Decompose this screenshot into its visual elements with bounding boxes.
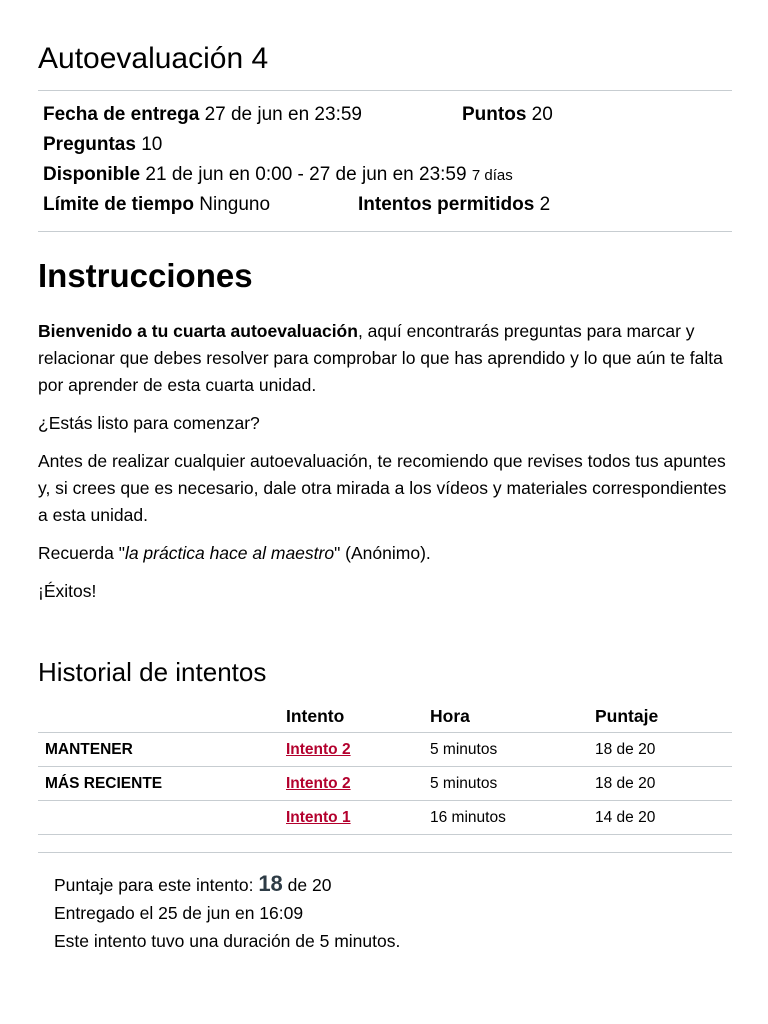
- intro-text: , aquí encontrarás preguntas para marcar y relacionar que debes resolver para comprobar lo que has aprendido y lo que aún te falta por aprender de esta cuarta unidad.: [38, 321, 723, 395]
- divider: [38, 90, 732, 91]
- table-row: [38, 801, 732, 835]
- attempt-duration: Este intento tuvo una duración de 5 minutos.: [54, 931, 401, 951]
- attempt-history-heading: Historial de intentos: [38, 657, 267, 687]
- attempt-link[interactable]: Intento 2: [286, 740, 351, 758]
- attempt-time: 5 minutos: [430, 733, 595, 767]
- points-value: 20: [531, 104, 553, 125]
- points-detail: [462, 100, 553, 130]
- available-value: 21 de jun en 0:00 - 27 de jun en 23:59: [145, 164, 467, 185]
- quote-prefix: Recuerda ": [38, 543, 125, 563]
- page-title: Autoevaluación 4: [38, 42, 269, 75]
- attempt-score-line: [54, 870, 714, 899]
- details-row: [43, 160, 733, 190]
- attempt-status: MANTENER: [38, 733, 286, 767]
- details-row: [43, 190, 733, 220]
- instructions-paragraph: [38, 318, 738, 399]
- divider: [38, 231, 732, 232]
- attempt-link[interactable]: Intento 2: [286, 774, 351, 792]
- column-header-score: Puntaje: [595, 700, 732, 733]
- questions-value: 10: [141, 134, 163, 155]
- quote-text: la práctica hace al maestro: [124, 543, 335, 563]
- column-header-status: [38, 700, 286, 733]
- instructions-heading: Instrucciones: [38, 257, 253, 294]
- attempts-allowed-label: Intentos permitidos: [358, 194, 535, 215]
- attempt-score: 18 de 20: [595, 767, 732, 801]
- attempt-status: MÁS RECIENTE: [38, 767, 286, 801]
- available-days: 7 días: [471, 167, 513, 184]
- points-label: Puntos: [462, 104, 527, 125]
- attempt-link[interactable]: Intento 1: [286, 808, 351, 826]
- submitted-at: Entregado el 25 de jun en 16:09: [54, 903, 304, 923]
- table-row: [38, 767, 732, 801]
- attempt-history-table: [38, 700, 732, 835]
- attempt-status: [38, 801, 286, 835]
- due-date-detail: [43, 100, 362, 130]
- instructions-paragraph: [38, 540, 738, 567]
- questions-detail: [43, 130, 162, 160]
- attempt-time: 16 minutos: [430, 801, 595, 835]
- instructions-paragraph: ¡Éxitos!: [38, 581, 97, 601]
- attempts-allowed-detail: [358, 190, 550, 220]
- attempts-allowed-value: 2: [539, 194, 551, 215]
- available-detail: [43, 160, 513, 191]
- score-label: Puntaje para este intento:: [54, 875, 259, 895]
- quiz-details: [43, 100, 733, 220]
- attempt-summary: [54, 870, 714, 955]
- attempt-score: 14 de 20: [595, 801, 732, 835]
- time-limit-label: Límite de tiempo: [43, 194, 194, 215]
- due-date-label: Fecha de entrega: [43, 104, 200, 125]
- attempt-score: 18 de 20: [595, 733, 732, 767]
- questions-label: Preguntas: [43, 134, 136, 155]
- table-row: [38, 733, 732, 767]
- details-row: [43, 100, 733, 130]
- column-header-time: Hora: [430, 700, 595, 733]
- time-limit-value: Ninguno: [199, 194, 271, 215]
- column-header-attempt: Intento: [286, 700, 430, 733]
- details-row: [43, 130, 733, 160]
- time-limit-detail: [43, 190, 270, 220]
- available-label: Disponible: [43, 164, 141, 185]
- due-date-value: 27 de jun en 23:59: [204, 104, 362, 125]
- table-header-row: [38, 700, 732, 733]
- attempt-time: 5 minutos: [430, 767, 595, 801]
- score-total: de 20: [282, 875, 332, 895]
- divider: [38, 852, 732, 853]
- score-value: 18: [258, 871, 283, 896]
- instructions-paragraph: ¿Estás listo para comenzar?: [38, 413, 260, 433]
- instructions-paragraph: Antes de realizar cualquier autoevaluación, te recomiendo que revises todos tus apuntes y, si crees que es necesario, dale otra mirada a los vídeos y materiales correspondientes a esta unidad.: [38, 451, 727, 525]
- instructions-body: [38, 318, 738, 616]
- welcome-text: Bienvenido a tu cuarta autoevaluación: [38, 321, 358, 341]
- quote-suffix: " (Anónimo).: [334, 543, 431, 563]
